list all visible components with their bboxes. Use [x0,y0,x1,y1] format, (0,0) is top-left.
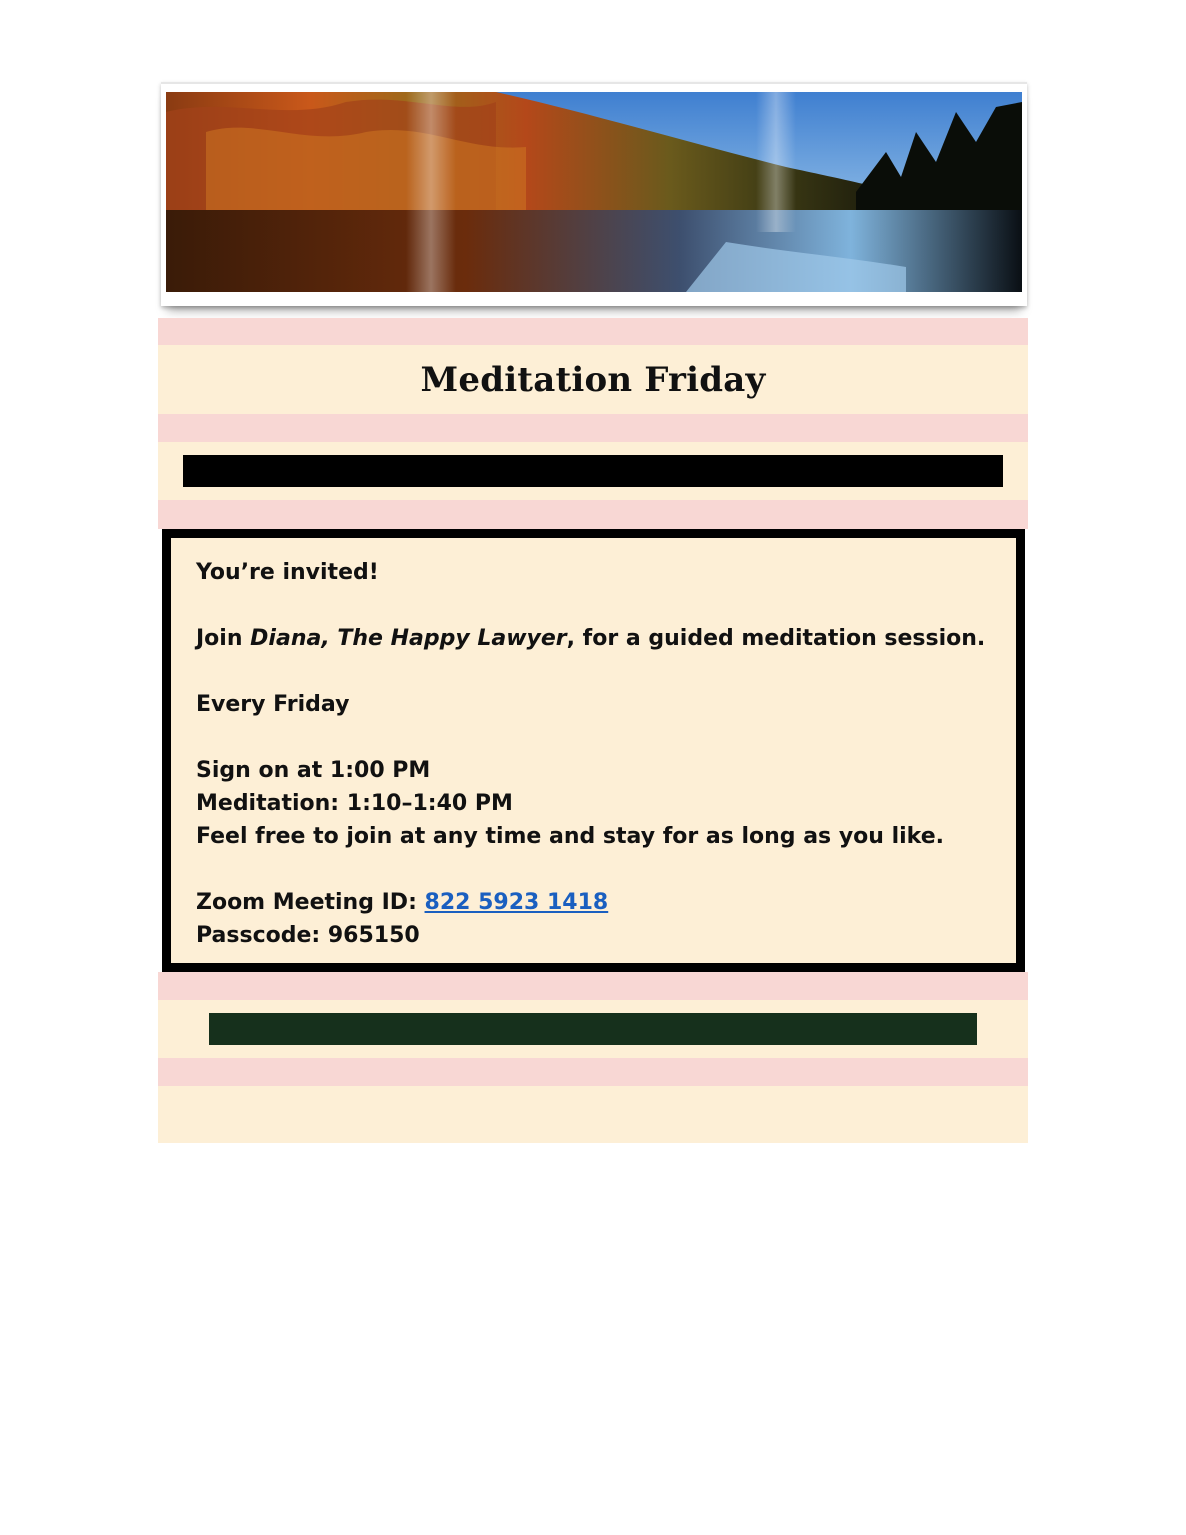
autumn-lake-image [166,92,1022,292]
page-title-container [158,345,1028,414]
green-divider-bar [209,1013,977,1045]
sign-on-time: Sign on at 1:00 PM [196,758,431,783]
pink-stripe [158,972,1028,1000]
zoom-label: Zoom Meeting ID: [196,890,425,915]
pink-stripe [158,318,1028,345]
header-image-frame [161,82,1027,306]
zoom-line [196,886,996,919]
pink-stripe [158,1058,1028,1086]
invitation-text [196,556,996,952]
pink-stripe [158,500,1028,529]
join-line [196,622,996,655]
host-name: Diana, The Happy Lawyer [250,626,567,651]
zoom-meeting-link[interactable]: 822 5923 1418 [424,890,609,915]
invitation-box [162,529,1025,972]
greeting: You’re invited! [196,560,379,585]
join-suffix: , for a guided meditation session. [566,626,986,651]
passcode: Passcode: 965150 [196,923,420,948]
pink-stripe [158,414,1028,442]
black-divider-bar [183,455,1003,487]
join-prefix: Join [196,626,251,651]
page-title: Meditation Friday [420,359,766,400]
join-note: Feel free to join at any time and stay for as long as you like. [196,824,944,849]
meditation-time: Meditation: 1:10–1:40 PM [196,791,513,816]
frequency: Every Friday [196,692,350,717]
footer-band [158,1086,1028,1143]
